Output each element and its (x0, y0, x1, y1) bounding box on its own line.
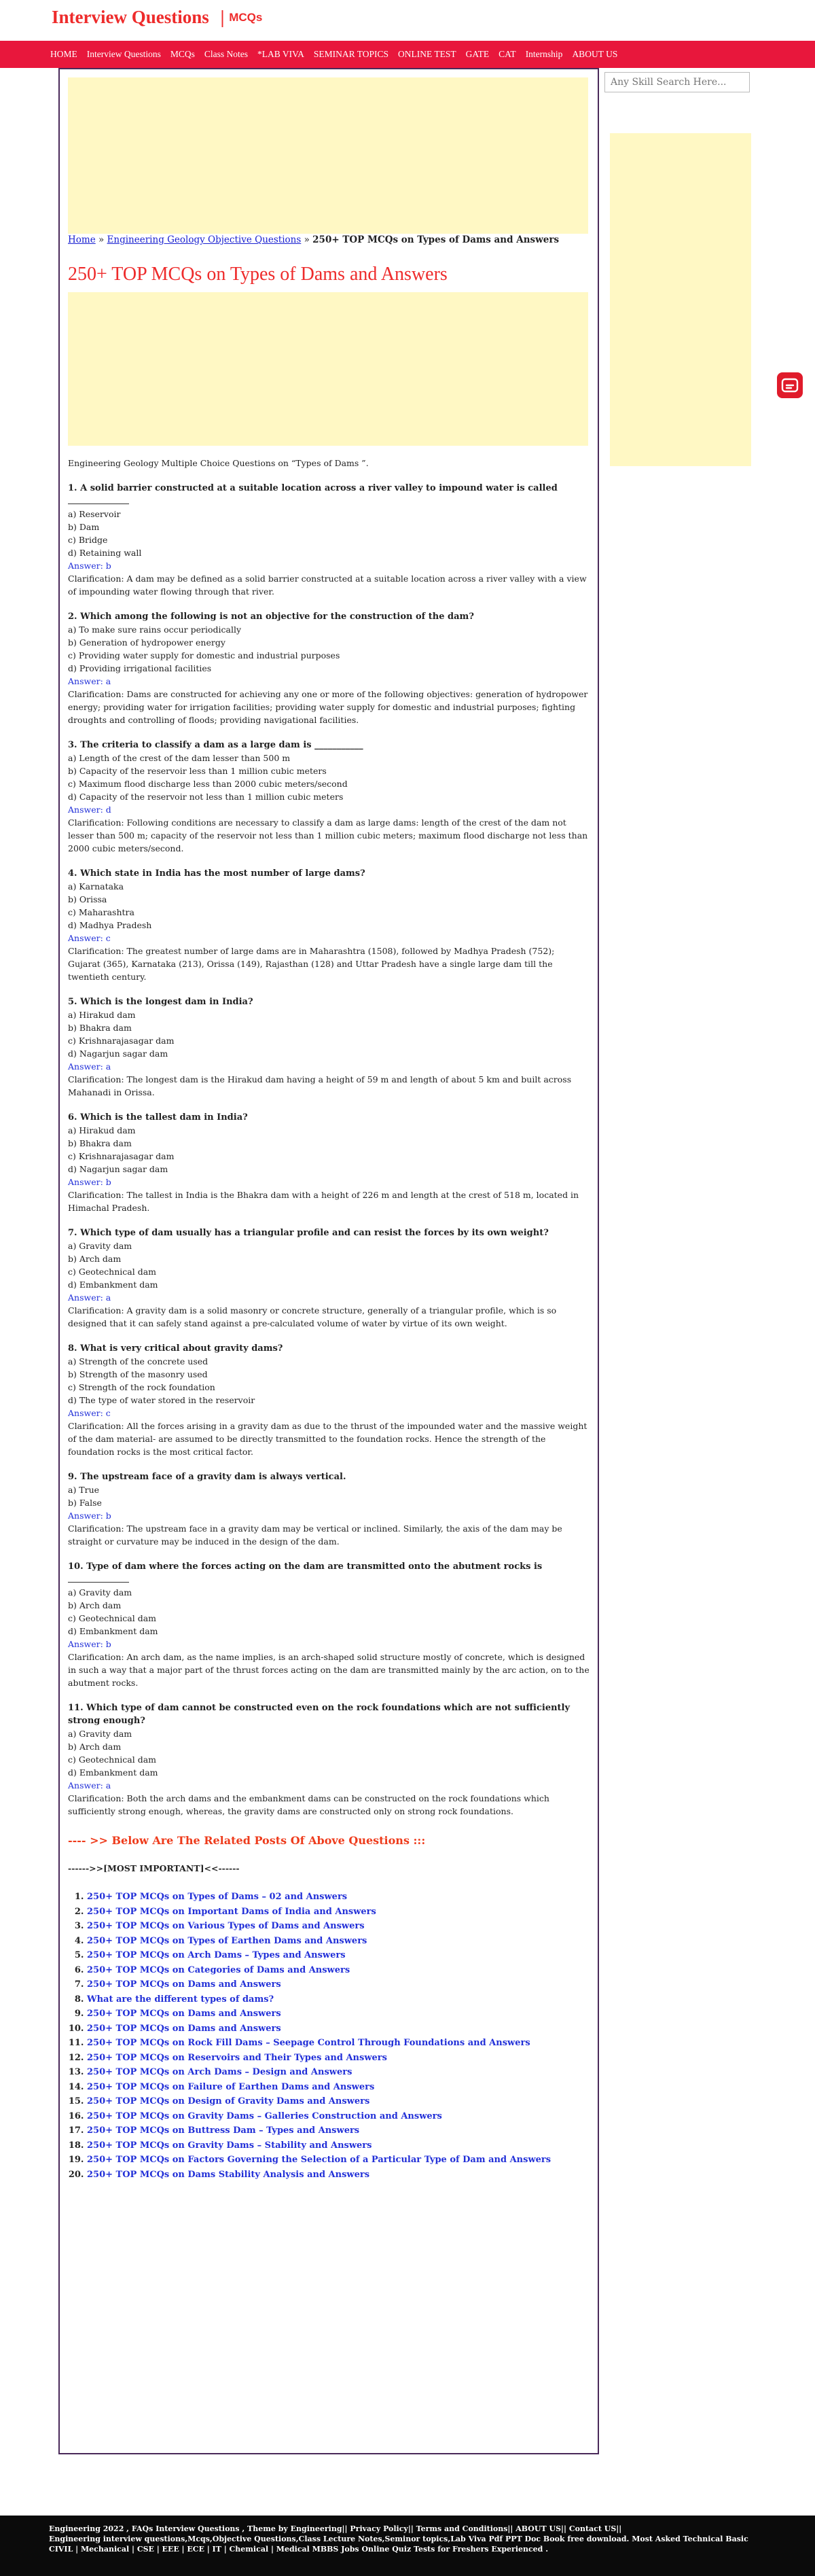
related-post-item (87, 2065, 590, 2080)
question-block (68, 1470, 590, 1548)
option-item: b) Arch dam (68, 1254, 122, 1264)
related-post-link[interactable]: 250+ TOP MCQs on Gravity Dams – Stability and Answers (87, 2140, 372, 2151)
answer-label: Answer: a (68, 1061, 111, 1072)
question-list (68, 482, 590, 1818)
option-item: d) Embankment dam (68, 1767, 158, 1778)
answer-label: Answer: b (68, 1639, 111, 1649)
option-item: c) Geotechnical dam (68, 1754, 157, 1765)
clarification-text: Clarification: The tallest in India is the Bhakra dam with a height of 226 m and length at the crest of 518 m, located in Himachal Pradesh. (68, 1190, 579, 1213)
nav-item-cat[interactable]: CAT (499, 49, 516, 59)
question-block (68, 739, 590, 855)
question-text: 5. Which is the longest dam in India? (68, 997, 253, 1007)
related-post-link[interactable]: 250+ TOP MCQs on Dams Stability Analysis and Answers (87, 2169, 370, 2180)
option-item: a) Strength of the concrete used (68, 1356, 209, 1366)
question-text: 11. Which type of dam cannot be constructed even on the rock foundations which are not sufficiently strong enough? (68, 1703, 570, 1726)
question-block (68, 1227, 590, 1330)
site-header (0, 0, 815, 41)
option-item: a) To make sure rains occur periodically (68, 624, 242, 635)
option-item: b) Bhakra dam (68, 1138, 132, 1148)
related-post-item (87, 2094, 590, 2109)
answer-blank (68, 495, 590, 508)
related-post-link[interactable]: 250+ TOP MCQs on Dams and Answers (87, 1979, 281, 1990)
option-item: c) Krishnarajasagar dam (68, 1036, 175, 1046)
logo-sub-text: MCQs (229, 11, 263, 24)
question-text: 8. What is very critical about gravity dams? (68, 1343, 283, 1354)
option-item: c) Geotechnical dam (68, 1613, 157, 1623)
breadcrumb-separator: » (95, 234, 107, 245)
related-post-item (87, 2109, 590, 2124)
option-item: c) Geotechnical dam (68, 1267, 157, 1277)
question-block (68, 482, 590, 598)
answer-label: Answer: b (68, 561, 111, 571)
related-post-item (87, 2138, 590, 2153)
nav-item-class-notes[interactable]: Class Notes (204, 49, 248, 59)
nav-item-gate[interactable]: GATE (465, 49, 490, 59)
question-block (68, 1342, 590, 1458)
related-post-item (87, 2168, 590, 2183)
clarification-text: Clarification: A gravity dam is a solid masonry or concrete structure, generally of a triangular profile, which is so designed that it can safely stand against a pre-calculated volume of water by virtue of its own weight. (68, 1305, 557, 1328)
related-post-link[interactable]: 250+ TOP MCQs on Reservoirs and Their Types and Answers (87, 2052, 387, 2063)
related-post-item (87, 1992, 590, 2007)
related-heading: ---- >> Below Are The Related Posts Of Above Questions ::: (68, 1834, 426, 1847)
related-post-item (87, 2153, 590, 2168)
question-block (68, 867, 590, 983)
question-text: 1. A solid barrier constructed at a suitable location across a river valley to impound water is called (68, 483, 558, 493)
related-post-item (87, 1905, 590, 1920)
option-item: b) False (68, 1498, 102, 1508)
breadcrumb (68, 234, 559, 245)
nav-item-interview-questions[interactable]: Interview Questions (86, 49, 161, 59)
related-post-link[interactable]: 250+ TOP MCQs on Rock Fill Dams – Seepage Control Through Foundations and Answers (87, 2038, 530, 2048)
clarification-text: Clarification: All the forces arising in a gravity dam as due to the thrust of the impounded water and the massive weight of the dam material- are assumed to be directly transmitted to the foundation rocks. Hence the strength of the foundation rocks is the most critical factor. (68, 1421, 587, 1457)
nav-item-about-us[interactable]: ABOUT US (572, 49, 618, 59)
related-post-link[interactable]: 250+ TOP MCQs on Arch Dams – Types and Answers (87, 1950, 346, 1960)
related-post-item (87, 1890, 590, 1905)
related-post-link[interactable]: 250+ TOP MCQs on Design of Gravity Dams and Answers (87, 2096, 370, 2106)
logo-separator: | (220, 7, 225, 27)
question-text: 2. Which among the following is not an objective for the construction of the dam? (68, 612, 474, 622)
related-post-item (87, 2022, 590, 2036)
ad-banner-middle[interactable] (68, 292, 588, 446)
related-post-link[interactable]: 250+ TOP MCQs on Dams and Answers (87, 2009, 281, 2019)
option-item: a) Gravity dam (68, 1241, 132, 1251)
breadcrumb-separator: » (301, 234, 313, 245)
related-post-item (87, 1963, 590, 1978)
option-item: c) Maximum flood discharge less than 2000 cubic meters/second (68, 779, 348, 789)
answer-blank (68, 1573, 590, 1586)
nav-item-mcqs[interactable]: MCQs (170, 49, 195, 59)
nav-item-internship[interactable]: Internship (525, 49, 563, 59)
sidebar-ad[interactable] (610, 133, 751, 466)
clarification-text: Clarification: The longest dam is the Hirakud dam having a height of 59 m and length of about 5 km and built across Mahanadi in Orissa. (68, 1074, 572, 1097)
question-block (68, 1560, 590, 1689)
related-post-item (87, 2036, 590, 2051)
option-item: a) Reservoir (68, 509, 121, 519)
option-item: c) Krishnarajasagar dam (68, 1151, 175, 1161)
answer-label: Answer: c (68, 1408, 111, 1418)
related-post-item (87, 1919, 590, 1934)
article-body (68, 457, 590, 2182)
option-item: a) Gravity dam (68, 1729, 132, 1739)
option-item: c) Providing water supply for domestic and industrial purposes (68, 650, 340, 660)
clarification-text: Clarification: Both the arch dams and the embankment dams can be constructed on the rock foundations which sufficiently strong enough, whereas, the gravity dams are constructed only on strong rock foundations. (68, 1793, 549, 1816)
related-post-item (87, 2007, 590, 2022)
option-item: c) Maharashtra (68, 907, 134, 917)
related-post-link[interactable]: What are the different types of dams? (87, 1994, 274, 2005)
option-item: d) Retaining wall (68, 548, 142, 558)
question-text: 3. The criteria to classify a dam as a large dam is ___________ (68, 740, 363, 750)
clarification-text: Clarification: The greatest number of large dams are in Maharashtra (1508), followed by Madhya Pradesh (752); Gujarat (365), Karnataka (213), Orissa (149), Rajasthan (128) and Uttar Pradesh have a single large dam till the twentieth century. (68, 946, 555, 982)
answer-label: Answer: d (68, 805, 111, 815)
related-post-link[interactable]: 250+ TOP MCQs on Factors Governing the Selection of a Particular Type of Dam and Answers (87, 2155, 551, 2165)
option-item: a) Gravity dam (68, 1587, 132, 1598)
option-item: a) Length of the crest of the dam lesser than 500 m (68, 753, 291, 763)
option-item: a) Hirakud dam (68, 1125, 136, 1135)
option-item: d) Embankment dam (68, 1280, 158, 1290)
related-post-link[interactable]: 250+ TOP MCQs on Types of Dams – 02 and Answers (87, 1892, 348, 1902)
option-item: d) Embankment dam (68, 1626, 158, 1636)
breadcrumb-home-link[interactable]: Home (68, 234, 96, 245)
option-item: d) Providing irrigational facilities (68, 663, 212, 673)
related-post-link[interactable]: 250+ TOP MCQs on Types of Earthen Dams and Answers (87, 1935, 367, 1946)
related-posts-list (68, 1890, 590, 2182)
nav-item-home[interactable]: HOME (50, 49, 77, 59)
answer-label: Answer: a (68, 676, 111, 686)
related-post-link[interactable]: 250+ TOP MCQs on Gravity Dams – Galleries Construction and Answers (87, 2111, 442, 2121)
option-item: b) Arch dam (68, 1600, 122, 1610)
question-text: 7. Which type of dam usually has a triangular profile and can resist the forces by its own weight? (68, 1228, 549, 1238)
answer-label: Answer: b (68, 1177, 111, 1187)
question-block (68, 1111, 590, 1214)
option-item: d) Capacity of the reservoir not less than 1 million cubic meters (68, 792, 344, 802)
option-item: b) Bhakra dam (68, 1023, 132, 1033)
answer-label: Answer: c (68, 933, 111, 943)
option-item: b) Generation of hydropower energy (68, 637, 225, 648)
answer-label: Answer: b (68, 1511, 111, 1521)
related-post-item (87, 1934, 590, 1949)
option-item: a) Hirakud dam (68, 1010, 136, 1020)
clarification-text: Clarification: A dam may be defined as a solid barrier constructed at a suitable location across a river valley with a view of impounding water flowing through that river. (68, 574, 587, 597)
option-item: b) Arch dam (68, 1742, 122, 1752)
related-post-link[interactable]: 250+ TOP MCQs on Important Dams of India and Answers (87, 1906, 376, 1917)
main-content-box (58, 68, 599, 2454)
nav-item-lab-viva[interactable]: *LAB VIVA (257, 49, 304, 59)
question-text: 9. The upstream face of a gravity dam is always vertical. (68, 1472, 346, 1482)
main-nav (0, 41, 815, 68)
option-item: b) Capacity of the reservoir less than 1 million cubic meters (68, 766, 327, 776)
clarification-text: Clarification: Dams are constructed for achieving any one or more of the following objectives: generation of hydropower energy; providing water for irrigation facilities; providing water supply for domestic and industrial purposes; fighting droughts and controlling of floods; providing navigational facilities. (68, 689, 588, 725)
option-item: d) Nagarjun sagar dam (68, 1048, 168, 1059)
related-post-item (87, 1948, 590, 1963)
option-item: b) Dam (68, 522, 100, 532)
question-text: 6. Which is the tallest dam in India? (68, 1112, 248, 1123)
related-post-link[interactable]: 250+ TOP MCQs on Failure of Earthen Dams and Answers (87, 2081, 375, 2092)
question-block (68, 1701, 590, 1818)
hand-icon (780, 376, 799, 395)
nav-item-seminar-topics[interactable]: SEMINAR TOPICS (313, 49, 389, 59)
answer-label: Answer: a (68, 1780, 111, 1790)
option-item: c) Strength of the rock foundation (68, 1382, 215, 1392)
related-post-link[interactable]: 250+ TOP MCQs on Dams and Answers (87, 2023, 281, 2034)
related-post-link[interactable]: 250+ TOP MCQs on Various Types of Dams and Answers (87, 1921, 365, 1931)
most-important-label: ------>>[MOST IMPORTANT]<<------ (68, 1863, 240, 1873)
clarification-text: Clarification: Following conditions are necessary to classify a dam as large dams: length of the crest of the dam not lesser than 500 m; capacity of the reservoir not less than 1 million cubic meters; maximum flood discharge not less than 2000 cubic meters/second. (68, 817, 588, 853)
logo-main-text: Interview Questions (52, 7, 209, 27)
question-text: 4. Which state in India has the most number of large dams? (68, 868, 365, 879)
question-text: 10. Type of dam where the forces acting on the dam are transmitted onto the abutment rocks is (68, 1562, 543, 1572)
option-item: b) Strength of the masonry used (68, 1369, 208, 1379)
footer-line-1: Engineering 2022 , FAQs Interview Questions , Theme by Engineering|| Privacy Policy|| Terms and Conditions|| ABOUT US|| Contact US|| (49, 2524, 622, 2533)
related-post-link[interactable]: 250+ TOP MCQs on Arch Dams – Design and Answers (87, 2067, 352, 2077)
option-item: d) The type of water stored in the reservoir (68, 1395, 255, 1405)
option-item: a) True (68, 1485, 100, 1495)
footer-line-2: Engineering interview questions,Mcqs,Objective Questions,Class Lecture Notes,Seminor topics,Lab Viva Pdf PPT Doc Book free download. Most Asked Technical Basic CIVIL | Mechanical | CSE | EEE | ECE | IT | Chemical | Medical MBBS Jobs Online Quiz Tests for Freshers Experienced . (49, 2535, 748, 2554)
related-post-item (87, 2080, 590, 2095)
site-footer (0, 2516, 815, 2576)
ad-banner-top[interactable] (68, 77, 588, 234)
breadcrumb-category-link[interactable]: Engineering Geology Objective Questions (107, 234, 302, 245)
related-post-item (87, 1977, 590, 1992)
breadcrumb-current: 250+ TOP MCQs on Types of Dams and Answers (312, 234, 560, 245)
related-post-item (87, 2051, 590, 2066)
option-item: b) Orissa (68, 894, 107, 904)
clarification-text: Clarification: The upstream face in a gravity dam may be vertical or inclined. Similarly, the axis of the dam may be straight or curvature may be induced in the design of the dam. (68, 1523, 562, 1547)
related-post-link[interactable]: 250+ TOP MCQs on Buttress Dam – Types and Answers (87, 2125, 360, 2136)
related-post-item (87, 2123, 590, 2138)
question-block (68, 995, 590, 1099)
clarification-text: Clarification: An arch dam, as the name implies, is an arch-shaped solid structure mostly of concrete, which is designed in such a way that a major part of the thrust forces acting on the dam are transmitted mainly by the arc action, on to the abutment rocks. (68, 1652, 590, 1688)
site-logo[interactable] (52, 7, 262, 28)
option-item: c) Bridge (68, 535, 108, 545)
option-item: a) Karnataka (68, 881, 124, 892)
nav-item-online-test[interactable]: ONLINE TEST (398, 49, 456, 59)
question-block (68, 610, 590, 726)
skill-search-input[interactable] (604, 72, 750, 92)
option-item: d) Madhya Pradesh (68, 920, 152, 930)
intro-text: Engineering Geology Multiple Choice Questions on “Types of Dams ”. (68, 458, 369, 468)
option-item: d) Nagarjun sagar dam (68, 1164, 168, 1174)
floating-action-icon[interactable] (777, 372, 803, 398)
related-post-link[interactable]: 250+ TOP MCQs on Categories of Dams and Answers (87, 1964, 350, 1975)
page-title: 250+ TOP MCQs on Types of Dams and Answers (68, 264, 448, 285)
answer-label: Answer: a (68, 1292, 111, 1303)
